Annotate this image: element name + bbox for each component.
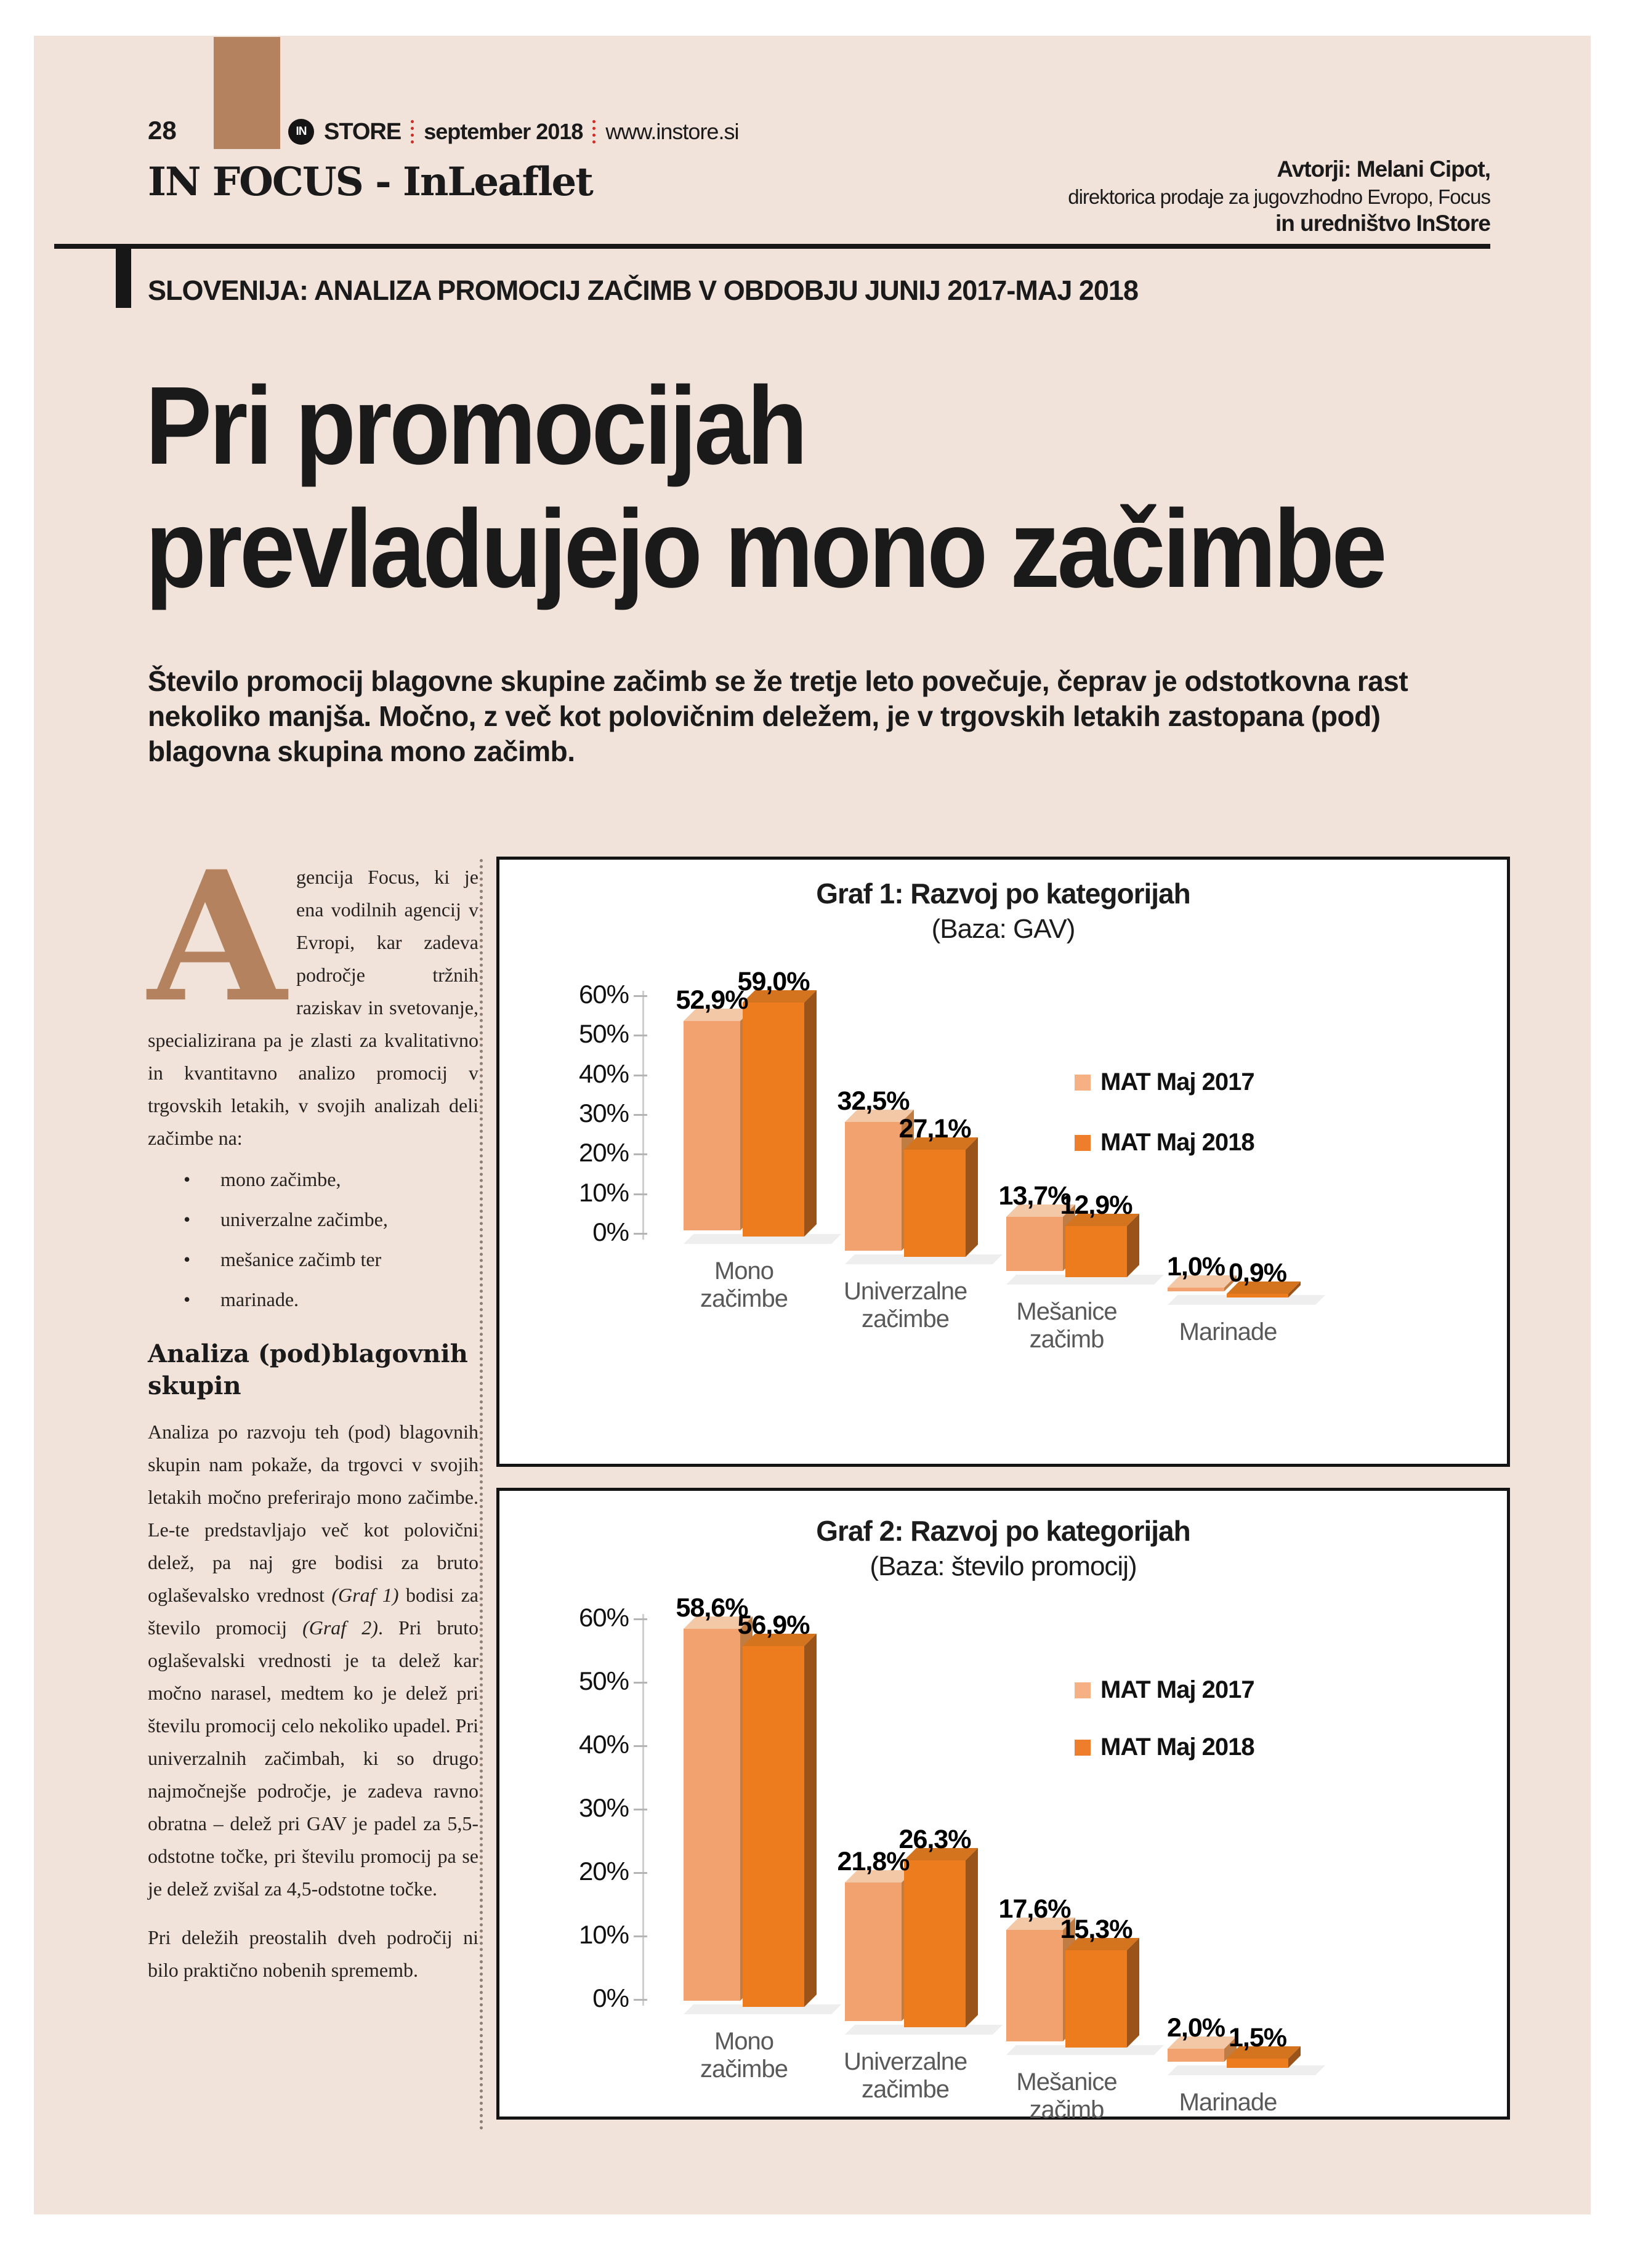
article-column <box>148 833 479 1987</box>
bar-value-label: 0,9% <box>1228 1258 1287 1288</box>
category-label: Marinade <box>1179 2089 1277 2116</box>
bar-mat-maj-2018 <box>1065 1950 1127 2048</box>
axis-tick <box>634 1114 647 1116</box>
legend-label: MAT Maj 2017 <box>1100 1068 1254 1096</box>
bar-mat-maj-2017 <box>684 1021 740 1230</box>
chart-graf2 <box>496 1488 1510 2123</box>
axis-tick <box>634 1809 647 1810</box>
red-dotted-separator <box>592 120 595 143</box>
legend-swatch <box>1075 1740 1091 1756</box>
bar-mat-maj-2018 <box>1065 1226 1127 1277</box>
lede-line: blagovna skupina mono začimb. <box>148 735 575 767</box>
axis-tick-label: 30% <box>578 1099 629 1128</box>
bar-mat-maj-2018 <box>1227 1294 1288 1297</box>
authors-line: Avtorji: Melani Cipot, <box>1277 156 1490 182</box>
bar-value-label: 15,3% <box>1060 1915 1132 1944</box>
axis-tick-label: 50% <box>578 1019 629 1048</box>
headline-line: Pri promocijah <box>145 364 805 488</box>
axis-tick <box>634 1618 647 1620</box>
category-label: Mono začimbe <box>700 1257 788 1312</box>
axis-tick-label: 10% <box>578 1920 629 1949</box>
masthead-website: www.instore.si <box>605 119 739 144</box>
bar-mat-maj-2017 <box>1168 1288 1224 1291</box>
article-text-italic: (Graf 1) <box>331 1584 399 1606</box>
bar-value-label: 58,6% <box>676 1593 748 1623</box>
axis-tick-label: 60% <box>578 980 629 1009</box>
bar-mat-maj-2017 <box>845 1122 902 1251</box>
lede-line: nekoliko manjša. Močno, z več kot polovičnim deležem, je v trgovskih letakih zastopana (pod) <box>148 700 1381 732</box>
header-rule <box>54 244 1490 249</box>
article-text-italic: (Graf 2) <box>302 1616 378 1639</box>
dotted-divider <box>480 859 483 2131</box>
legend-item <box>1075 1129 1254 1156</box>
bar-mat-maj-2017 <box>1006 1930 1063 2041</box>
bar-value-label: 32,5% <box>837 1086 910 1116</box>
article-subhead: Analiza (pod)blagovnih skupin <box>148 1339 468 1400</box>
instore-logo-icon: IN <box>288 119 314 145</box>
bar-mat-maj-2017 <box>1168 2049 1224 2062</box>
axis-tick <box>634 995 647 997</box>
bar-mat-maj-2018 <box>904 1150 966 1257</box>
bar-mat-maj-2018 <box>904 1860 966 2027</box>
article-text: bodisi za število promocij <box>148 1584 479 1639</box>
masthead-store: STORE <box>324 118 402 145</box>
axis-tick <box>634 1075 647 1076</box>
authors-block <box>1068 158 1490 235</box>
article-text: Analiza po razvoju teh (pod) blagovnih skupin nam pokaže, da trgovci v svojih letakih močno preferirajo mono začimbe. Le-te predstavljajo več kot polovični delež, pa naj gre bodisi za bruto oglaševalsko vrednost <box>148 1421 478 1606</box>
bar-mat-maj-2018 <box>1227 2059 1288 2068</box>
legend-swatch <box>1075 1075 1091 1091</box>
chart-title: Graf 1: Razvoj po kategorijah <box>816 878 1190 910</box>
axis-tick <box>634 1682 647 1684</box>
masthead <box>288 118 738 145</box>
brown-accent-rect <box>214 37 280 149</box>
bar-value-label: 1,5% <box>1228 2023 1287 2052</box>
category-label: Univerzalne začimbe <box>844 1278 967 1333</box>
bar-value-label: 27,1% <box>898 1114 971 1144</box>
bar-mat-maj-2017 <box>684 1629 740 2001</box>
bullet-item: • mono začimbe, <box>148 1163 478 1196</box>
bar-mat-maj-2018 <box>743 1003 804 1237</box>
bar-mat-maj-2017 <box>845 1883 902 2021</box>
category-label: Mešanice začimb <box>1016 2068 1117 2123</box>
authors-line: in uredništvo InStore <box>1275 211 1490 236</box>
axis-tick-label: 40% <box>578 1059 629 1088</box>
red-dotted-separator <box>411 120 414 143</box>
bar-value-label: 2,0% <box>1166 2013 1225 2043</box>
axis-tick <box>634 1153 647 1155</box>
axis-tick <box>634 1999 647 2001</box>
axis-tick-label: 30% <box>578 1793 629 1822</box>
bar-value-label: 21,8% <box>837 1847 910 1876</box>
axis-tick <box>634 1872 647 1874</box>
bar-value-label: 52,9% <box>676 985 748 1015</box>
axis-tick-label: 60% <box>578 1603 629 1632</box>
axis-tick-label: 0% <box>592 1983 629 2012</box>
chart-plot-area <box>499 1491 1507 2123</box>
axis-tick-label: 10% <box>578 1178 629 1207</box>
legend-swatch <box>1075 1682 1091 1698</box>
legend-item <box>1075 1676 1254 1704</box>
legend-item <box>1075 1733 1254 1761</box>
axis-tick-label: 40% <box>578 1730 629 1759</box>
bullet-item: • univerzalne začimbe, <box>148 1203 478 1236</box>
article-paragraph <box>148 833 478 1155</box>
headline-line: prevladujejo mono začimbe <box>145 487 1385 611</box>
category-label: Univerzalne začimbe <box>844 2048 967 2103</box>
bullet-item: • mešanice začimb ter <box>148 1243 478 1276</box>
kicker: SLOVENIJA: ANALIZA PROMOCIJ ZAČIMB V OBDOBJU JUNIJ 2017-MAJ 2018 <box>148 275 1138 306</box>
axis-tick <box>634 1193 647 1195</box>
axis-tick <box>634 1745 647 1747</box>
bullet-list <box>148 1163 478 1316</box>
page-number: 28 <box>148 116 177 145</box>
chart-plot-area <box>499 860 1507 1464</box>
category-label: Mono začimbe <box>700 2028 788 2083</box>
axis-tick-label: 50% <box>578 1666 629 1695</box>
legend-label: MAT Maj 2017 <box>1100 1676 1254 1703</box>
lede <box>148 664 1408 769</box>
bar-value-label: 1,0% <box>1166 1252 1225 1281</box>
dropcap: A <box>148 833 287 1042</box>
headline <box>145 365 1384 611</box>
chart-subtitle: (Baza: GAV) <box>931 914 1075 944</box>
axis-tick-label: 20% <box>578 1138 629 1167</box>
bar-value-label: 59,0% <box>737 967 810 996</box>
legend-label: MAT Maj 2018 <box>1100 1733 1254 1761</box>
authors-line: direktorica prodaje za jugovzhodno Evropo, Focus <box>1068 185 1490 208</box>
bar-mat-maj-2018 <box>743 1646 804 2007</box>
legend-label: MAT Maj 2018 <box>1100 1129 1254 1156</box>
legend-swatch <box>1075 1135 1091 1151</box>
bar-mat-maj-2017 <box>1006 1217 1063 1271</box>
article-text: gencija Focus, ki je ena vodilnih agencij v Evropi, kar zadeva področje tržnih raziskav in svetovanje, specializirana pa je zlasti za kvalitativno in kvantitavno analizo promocij v trgovskih letakih, v svojih analizah deli začimbe na: <box>148 866 478 1149</box>
category-label: Mešanice začimb <box>1016 1298 1117 1353</box>
article-paragraph: Pri deležih preostalih dveh področij ni bilo praktično nobenih sprememb. <box>148 1926 478 1981</box>
bar-value-label: 56,9% <box>737 1610 810 1640</box>
masthead-issue: september 2018 <box>424 119 583 144</box>
kicker-bar <box>116 248 131 308</box>
bar-value-label: 17,6% <box>998 1894 1071 1924</box>
chart-graf1 <box>496 857 1510 1467</box>
axis-tick <box>634 1935 647 1937</box>
axis-tick <box>634 1233 647 1235</box>
section-title: IN FOCUS - InLeaflet <box>148 159 592 205</box>
legend-item <box>1075 1068 1254 1096</box>
axis-tick <box>634 1035 647 1036</box>
bar-value-label: 12,9% <box>1060 1190 1132 1220</box>
article-text: . Pri bruto oglaševalski vrednosti je ta delež kar močno narasel, medtem ko je delež pri številu promocij celo nekoliko upadel. Pri univerzalnih začimbah, ki so drugo najmočnejše področje, je zadeva ravno obratna – delež pri GAV je padel za 5,5-odstotne točke, pri številu promocij pa se je delež zvišal za 4,5-odstotne točke. <box>148 1616 479 1900</box>
chart-title: Graf 2: Razvoj po kategorijah <box>816 1515 1190 1547</box>
axis-tick-label: 0% <box>592 1217 629 1246</box>
category-label: Marinade <box>1179 1318 1277 1346</box>
bar-value-label: 26,3% <box>898 1825 971 1854</box>
axis-tick-label: 20% <box>578 1857 629 1886</box>
lede-line: Število promocij blagovne skupine začimb se že tretje leto povečuje, čeprav je odstotkovna rast <box>148 665 1408 697</box>
article-paragraph <box>148 1416 478 1905</box>
chart-subtitle: (Baza: število promocij) <box>870 1551 1137 1581</box>
bullet-item: • marinade. <box>148 1283 478 1316</box>
bar-value-label: 13,7% <box>998 1181 1071 1211</box>
